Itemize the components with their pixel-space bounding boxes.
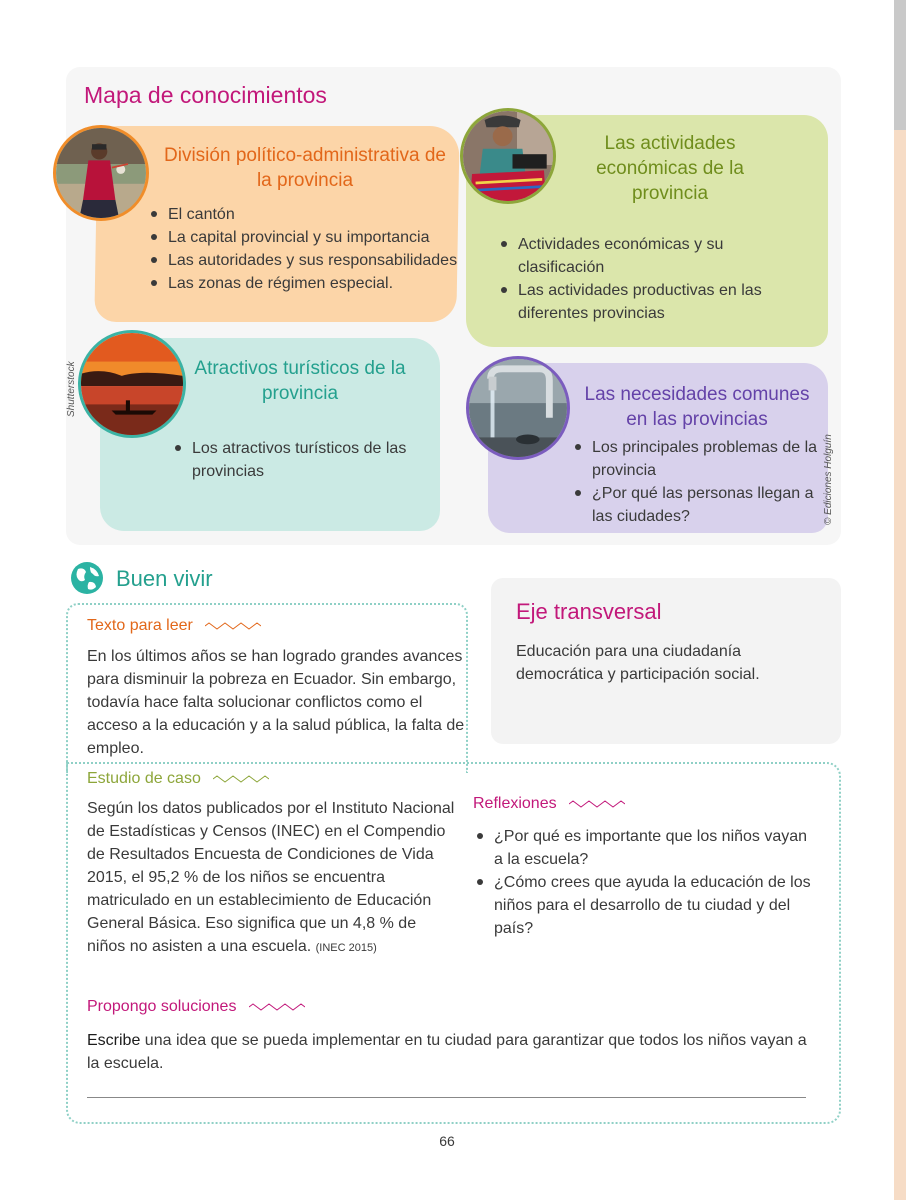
reading-heading-text: Texto para leer xyxy=(87,617,193,634)
instruction-verb: Escribe xyxy=(87,1032,141,1049)
solutions-heading xyxy=(87,998,305,1016)
reflections-heading xyxy=(473,795,625,813)
list-item: Los atractivos turísticos de las provincias xyxy=(172,437,412,483)
card-list-tourism xyxy=(172,437,412,483)
page-edge-tab xyxy=(894,130,906,1200)
photo-woman-spinning xyxy=(53,125,149,221)
list-item: Las autoridades y sus responsabilidades xyxy=(148,249,468,272)
photo-water-faucet xyxy=(466,356,570,460)
solutions-instruction xyxy=(87,1029,817,1075)
photo-credit-holguin: © Ediciones Holguín xyxy=(823,434,834,525)
case-study-reference: (INEC 2015) xyxy=(315,942,377,954)
list-item: Los principales problemas de la provincia xyxy=(572,436,822,482)
cross-cutting-axis-text: Educación para una ciudadanía democrática y participación social. xyxy=(516,643,760,683)
card-title-division: División político-administrativa de la provincia xyxy=(164,145,446,191)
reflections-heading-text: Reflexiones xyxy=(473,795,557,812)
list-item: El cantón xyxy=(148,203,468,226)
list-item: Las zonas de régimen especial. xyxy=(148,272,468,295)
zigzag-decoration-icon xyxy=(205,622,261,630)
photo-credit-shutterstock: Shutterstock xyxy=(66,361,77,417)
knowledge-map-title: Mapa de conocimientos xyxy=(84,82,327,108)
list-item: ¿Por qué las personas llegan a las ciudades? xyxy=(572,482,822,528)
globe-icon xyxy=(70,561,104,595)
instruction-body: una idea que se pueda implementar en tu ciudad para garantizar que todos los niños vayan a la escuela. xyxy=(87,1032,807,1072)
case-study-heading-text: Estudio de caso xyxy=(87,770,201,787)
case-study-text xyxy=(87,797,457,960)
card-title-tourism: Atractivos turísticos de la provincia xyxy=(194,358,406,404)
case-study-body: Según los datos publicados por el Instituto Nacional de Estadísticas y Censos (INEC) en el Compendio de Resultados Encuesta de Condiciones de Vida 2015, el 95,2 % de los niños se encuentra matriculado en un establecimiento de Educación General Básica. Eso significa que un 4,8 % de niños no asisten a una escuela. xyxy=(87,800,455,955)
list-item: Las actividades productivas en las diferentes provincias xyxy=(498,279,788,325)
reflections-list xyxy=(474,825,814,940)
zigzag-decoration-icon xyxy=(213,775,269,783)
list-item: ¿Por qué es importante que los niños vayan a la escuela? xyxy=(474,825,814,871)
photo-sunset-canoe xyxy=(78,330,186,438)
card-title-needs: Las necesidades comunes en las provincias xyxy=(584,384,810,430)
cross-cutting-axis-title: Eje transversal xyxy=(516,599,662,624)
reading-heading xyxy=(87,617,261,635)
case-study-heading xyxy=(87,770,269,788)
list-item: La capital provincial y su importancia xyxy=(148,226,468,249)
card-list-division xyxy=(148,203,468,295)
card-title-activities: Las actividades económicas de la provincia xyxy=(596,133,744,204)
zigzag-decoration-icon xyxy=(569,800,625,808)
photo-man-sewing xyxy=(460,108,556,204)
page-number: 66 xyxy=(439,1133,455,1149)
buen-vivir-title: Buen vivir xyxy=(116,566,213,591)
answer-line[interactable] xyxy=(87,1097,806,1098)
list-item: Actividades económicas y su clasificación xyxy=(498,233,788,279)
card-list-needs xyxy=(572,436,822,528)
list-item: ¿Cómo crees que ayuda la educación de los niños para el desarrollo de tu ciudad y del país? xyxy=(474,871,814,940)
solutions-heading-text: Propongo soluciones xyxy=(87,998,237,1015)
card-list-activities xyxy=(498,233,788,325)
page-edge xyxy=(894,0,906,1200)
reading-text: En los últimos años se han logrado grandes avances para disminuir la pobreza en Ecuador. Sin embargo, todavía hace falta solucionar conflictos como el acceso a la educación y a la salud pública, la falta de empleo. xyxy=(87,648,465,757)
zigzag-decoration-icon xyxy=(249,1003,305,1011)
